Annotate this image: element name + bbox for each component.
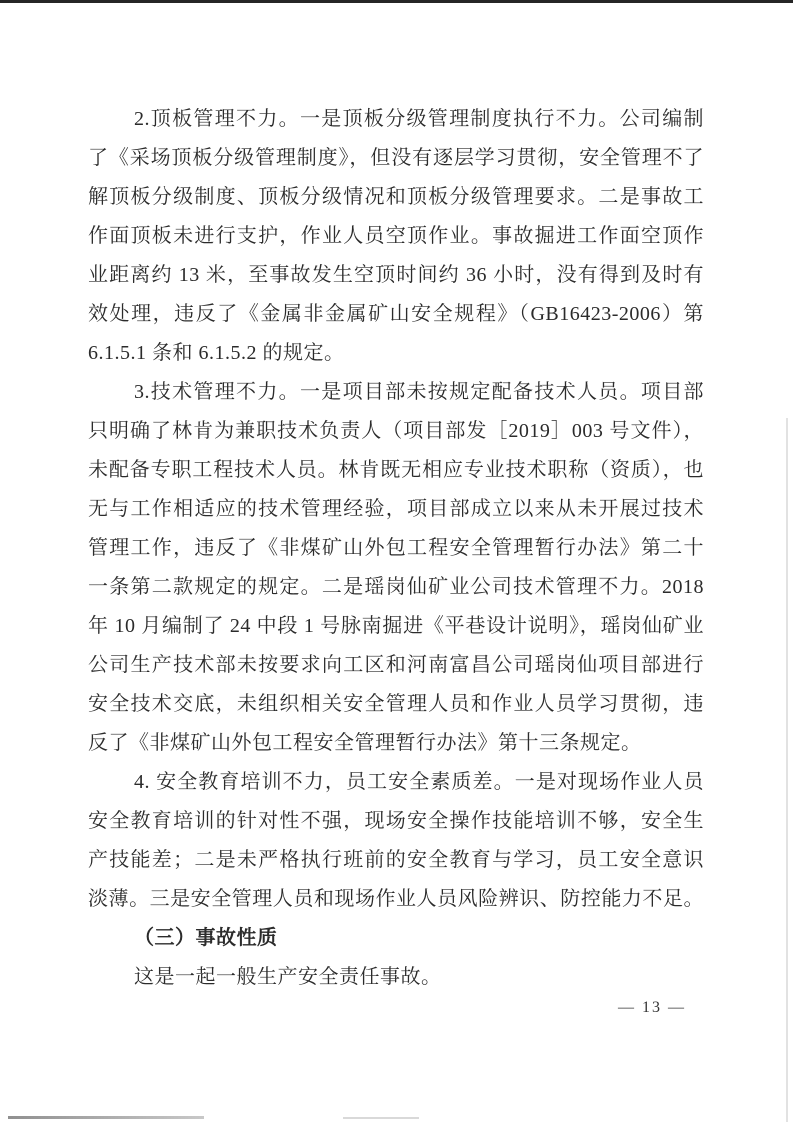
paragraph-3-line: 4. 安全教育培训不力，员工安全素质差。一是对现场作业人员	[134, 771, 704, 793]
page-number: — 13 —	[618, 999, 686, 1016]
paragraph-1-line: 6.1.5.1 条和 6.1.5.2 的规定。	[88, 342, 345, 364]
section-heading: （三）事故性质	[134, 927, 278, 949]
paragraph-2-line: 安全技术交底，未组织相关安全管理人员和作业人员学习贯彻，违	[88, 693, 704, 715]
paragraph-1-line: 了《采场顶板分级管理制度》，但没有逐层学习贯彻，安全管理不了	[88, 147, 704, 169]
paragraph-1-line: 效处理，违反了《金属非金属矿山安全规程》（GB16423-2006）第	[88, 303, 704, 325]
paragraph-2-line: 公司生产技术部未按要求向工区和河南富昌公司瑶岗仙项目部进行	[88, 654, 704, 676]
document-body	[88, 100, 704, 997]
scan-edge-right-line	[786, 418, 788, 1122]
scan-edge-top-line	[0, 0, 793, 3]
paragraph-1-line: 2.顶板管理不力。一是顶板分级管理制度执行不力。公司编制	[134, 108, 704, 130]
paragraph-2-line: 无与工作相适应的技术管理经验，项目部成立以来从未开展过技术	[88, 498, 704, 520]
scan-edge-bottom-line-2	[343, 1117, 419, 1119]
paragraph-2-line: 年 10 月编制了 24 中段 1 号脉南掘进《平巷设计说明》，瑶岗仙矿业	[88, 615, 704, 637]
paragraph-3-line: 产技能差；二是未严格执行班前的安全教育与学习，员工安全意识	[88, 849, 704, 871]
scan-edge-bottom-line	[8, 1116, 204, 1119]
paragraph-2-line: 管理工作，违反了《非煤矿山外包工程安全管理暂行办法》第二十	[88, 537, 704, 559]
paragraph-2-line: 反了《非煤矿山外包工程安全管理暂行办法》第十三条规定。	[88, 732, 642, 754]
paragraph-1-line: 业距离约 13 米，至事故发生空顶时间约 36 小时，没有得到及时有	[88, 264, 704, 286]
paragraph-3-line: 淡薄。三是安全管理人员和现场作业人员风险辨识、防控能力不足。	[88, 888, 704, 910]
paragraph-1-line: 解顶板分级制度、顶板分级情况和顶板分级管理要求。二是事故工	[88, 186, 704, 208]
paragraph-3-line: 安全教育培训的针对性不强，现场安全操作技能培训不够，安全生	[88, 810, 704, 832]
paragraph-2-line: 未配备专职工程技术人员。林肯既无相应专业技术职称（资质），也	[88, 459, 704, 481]
closing-line: 这是一起一般生产安全责任事故。	[134, 966, 442, 988]
paragraph-1-line: 作面顶板未进行支护，作业人员空顶作业。事故掘进工作面空顶作	[88, 225, 704, 247]
paragraph-2-line: 一条第二款规定的规定。二是瑶岗仙矿业公司技术管理不力。2018	[88, 576, 704, 598]
paragraph-2-line: 3.技术管理不力。一是项目部未按规定配备技术人员。项目部	[134, 381, 704, 403]
paragraph-2-line: 只明确了林肯为兼职技术负责人（项目部发［2019］003 号文件），	[88, 420, 704, 442]
